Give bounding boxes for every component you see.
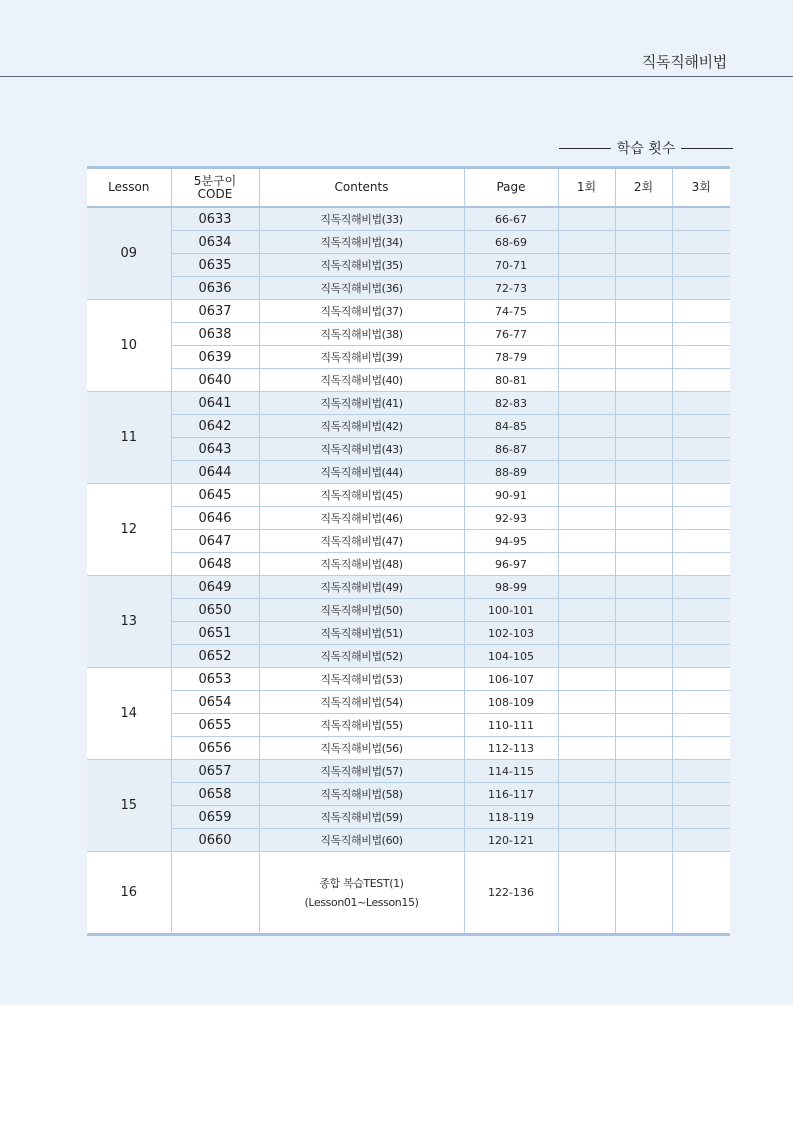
round1-checkbox-cell[interactable] <box>558 277 615 300</box>
code-cell: 0633 <box>171 207 259 231</box>
page-cell: 94-95 <box>464 530 558 553</box>
page-cell: 82-83 <box>464 392 558 415</box>
study-count-title <box>559 139 733 159</box>
contents-cell: 직독직해비법(49) <box>259 576 464 599</box>
contents-cell: 직독직해비법(40) <box>259 369 464 392</box>
round2-checkbox-cell[interactable] <box>615 346 672 369</box>
code-cell: 0640 <box>171 369 259 392</box>
round3-checkbox-cell[interactable] <box>672 369 730 392</box>
round1-checkbox-cell[interactable] <box>558 737 615 760</box>
round3-checkbox-cell[interactable] <box>672 599 730 622</box>
page-cell: 92-93 <box>464 507 558 530</box>
round3-checkbox-cell[interactable] <box>672 806 730 829</box>
page-cell: 68-69 <box>464 231 558 254</box>
contents-cell: 직독직해비법(55) <box>259 714 464 737</box>
code-cell: 0647 <box>171 530 259 553</box>
table-row <box>87 507 730 530</box>
page-cell: 110-111 <box>464 714 558 737</box>
round2-checkbox-cell[interactable] <box>615 207 672 231</box>
round3-checkbox-cell[interactable] <box>672 645 730 668</box>
round1-checkbox-cell[interactable] <box>558 300 615 323</box>
round3-checkbox-cell[interactable] <box>672 461 730 484</box>
code-cell: 0644 <box>171 461 259 484</box>
contents-cell: 직독직해비법(59) <box>259 806 464 829</box>
lesson-number: 09 <box>87 207 171 300</box>
header-round2: 2회 <box>615 168 672 208</box>
round1-checkbox-cell[interactable] <box>558 599 615 622</box>
page-cell: 112-113 <box>464 737 558 760</box>
contents-cell: 직독직해비법(34) <box>259 231 464 254</box>
round2-checkbox-cell[interactable] <box>615 668 672 691</box>
table-row <box>87 737 730 760</box>
lesson-number: 15 <box>87 760 171 852</box>
page-cell: 98-99 <box>464 576 558 599</box>
table-row <box>87 783 730 806</box>
lesson-number: 12 <box>87 484 171 576</box>
code-cell: 0654 <box>171 691 259 714</box>
page-cell: 116-117 <box>464 783 558 806</box>
contents-cell: 직독직해비법(44) <box>259 461 464 484</box>
round2-checkbox-cell[interactable] <box>615 277 672 300</box>
code-cell: 0641 <box>171 392 259 415</box>
contents-cell: 직독직해비법(37) <box>259 300 464 323</box>
review-contents-line2: (Lesson01~Lesson15) <box>304 895 419 909</box>
contents-cell: 직독직해비법(53) <box>259 668 464 691</box>
round3-checkbox-cell[interactable] <box>672 737 730 760</box>
table-row-review <box>87 852 730 935</box>
contents-cell: 직독직해비법(54) <box>259 691 464 714</box>
header-title: 직독직해비법 <box>641 53 727 71</box>
page-cell: 114-115 <box>464 760 558 783</box>
page-cell: 66-67 <box>464 207 558 231</box>
contents-cell: 직독직해비법(36) <box>259 277 464 300</box>
header-round3: 3회 <box>672 168 730 208</box>
page-cell: 96-97 <box>464 553 558 576</box>
round3-checkbox-cell[interactable] <box>672 668 730 691</box>
code-cell: 0639 <box>171 346 259 369</box>
table-body <box>87 207 730 935</box>
contents-cell: 직독직해비법(35) <box>259 254 464 277</box>
round2-checkbox-cell[interactable] <box>615 231 672 254</box>
page-cell: 102-103 <box>464 622 558 645</box>
table-row <box>87 346 730 369</box>
round3-checkbox-cell[interactable] <box>672 254 730 277</box>
round2-checkbox-cell[interactable] <box>615 438 672 461</box>
header-code-line1: 5분구이 <box>193 173 237 188</box>
page-cell: 88-89 <box>464 461 558 484</box>
table-row <box>87 622 730 645</box>
header-page: Page <box>464 168 558 208</box>
review-contents-line1: 종합 복습TEST(1) <box>319 876 404 890</box>
round3-checkbox-cell[interactable] <box>672 207 730 231</box>
table-row <box>87 231 730 254</box>
round2-checkbox-cell[interactable] <box>615 415 672 438</box>
round2-checkbox-cell[interactable] <box>615 783 672 806</box>
round1-checkbox-cell[interactable] <box>558 668 615 691</box>
page-cell: 120-121 <box>464 829 558 852</box>
round1-checkbox-cell[interactable] <box>558 461 615 484</box>
code-cell: 0636 <box>171 277 259 300</box>
title-rule-left <box>559 148 611 149</box>
code-cell: 0652 <box>171 645 259 668</box>
page-cell: 72-73 <box>464 277 558 300</box>
round2-checkbox-cell[interactable] <box>615 254 672 277</box>
code-cell: 0649 <box>171 576 259 599</box>
round3-checkbox-cell[interactable] <box>672 829 730 852</box>
table-row <box>87 461 730 484</box>
table-row <box>87 207 730 231</box>
lesson-number: 16 <box>87 852 171 935</box>
table-row <box>87 392 730 415</box>
header-lesson: Lesson <box>87 168 171 208</box>
round1-checkbox-cell[interactable] <box>558 207 615 231</box>
round2-checkbox-cell[interactable] <box>615 852 672 935</box>
code-cell <box>171 852 259 935</box>
contents-cell: 직독직해비법(38) <box>259 323 464 346</box>
round2-checkbox-cell[interactable] <box>615 622 672 645</box>
round1-checkbox-cell[interactable] <box>558 760 615 783</box>
page-cell: 86-87 <box>464 438 558 461</box>
page-cell: 106-107 <box>464 668 558 691</box>
contents-cell: 직독직해비법(58) <box>259 783 464 806</box>
round2-checkbox-cell[interactable] <box>615 323 672 346</box>
page-cell: 76-77 <box>464 323 558 346</box>
page-cell: 84-85 <box>464 415 558 438</box>
contents-cell: 직독직해비법(45) <box>259 484 464 507</box>
table-row <box>87 553 730 576</box>
contents-cell: 직독직해비법(46) <box>259 507 464 530</box>
round1-checkbox-cell[interactable] <box>558 806 615 829</box>
round2-checkbox-cell[interactable] <box>615 507 672 530</box>
round3-checkbox-cell[interactable] <box>672 507 730 530</box>
table-row <box>87 415 730 438</box>
round1-checkbox-cell[interactable] <box>558 691 615 714</box>
lesson-number: 13 <box>87 576 171 668</box>
round1-checkbox-cell[interactable] <box>558 392 615 415</box>
contents-cell: 직독직해비법(48) <box>259 553 464 576</box>
round3-checkbox-cell[interactable] <box>672 576 730 599</box>
round3-checkbox-cell[interactable] <box>672 530 730 553</box>
round1-checkbox-cell[interactable] <box>558 852 615 935</box>
contents-cell: 직독직해비법(50) <box>259 599 464 622</box>
page-cell: 90-91 <box>464 484 558 507</box>
contents-cell: 직독직해비법(60) <box>259 829 464 852</box>
lesson-number: 11 <box>87 392 171 484</box>
round1-checkbox-cell[interactable] <box>558 783 615 806</box>
round2-checkbox-cell[interactable] <box>615 300 672 323</box>
contents-cell: 직독직해비법(41) <box>259 392 464 415</box>
table-row <box>87 323 730 346</box>
round3-checkbox-cell[interactable] <box>672 415 730 438</box>
page-cell: 78-79 <box>464 346 558 369</box>
round2-checkbox-cell[interactable] <box>615 829 672 852</box>
round2-checkbox-cell[interactable] <box>615 645 672 668</box>
round3-checkbox-cell[interactable] <box>672 553 730 576</box>
header-rule <box>0 76 793 77</box>
code-cell: 0655 <box>171 714 259 737</box>
table-row <box>87 829 730 852</box>
code-cell: 0645 <box>171 484 259 507</box>
contents-cell: 직독직해비법(51) <box>259 622 464 645</box>
code-cell: 0648 <box>171 553 259 576</box>
round3-checkbox-cell[interactable] <box>672 852 730 935</box>
contents-cell: 직독직해비법(57) <box>259 760 464 783</box>
round2-checkbox-cell[interactable] <box>615 691 672 714</box>
round3-checkbox-cell[interactable] <box>672 231 730 254</box>
round2-checkbox-cell[interactable] <box>615 806 672 829</box>
header-code-line2: CODE <box>197 186 233 201</box>
round2-checkbox-cell[interactable] <box>615 484 672 507</box>
code-cell: 0660 <box>171 829 259 852</box>
code-cell: 0638 <box>171 323 259 346</box>
round2-checkbox-cell[interactable] <box>615 553 672 576</box>
round1-checkbox-cell[interactable] <box>558 530 615 553</box>
code-cell: 0651 <box>171 622 259 645</box>
table-row <box>87 599 730 622</box>
round2-checkbox-cell[interactable] <box>615 392 672 415</box>
round2-checkbox-cell[interactable] <box>615 714 672 737</box>
round3-checkbox-cell[interactable] <box>672 300 730 323</box>
round1-checkbox-cell[interactable] <box>558 438 615 461</box>
round2-checkbox-cell[interactable] <box>615 760 672 783</box>
round1-checkbox-cell[interactable] <box>558 645 615 668</box>
round3-checkbox-cell[interactable] <box>672 346 730 369</box>
code-cell: 0634 <box>171 231 259 254</box>
round2-checkbox-cell[interactable] <box>615 599 672 622</box>
code-cell: 0659 <box>171 806 259 829</box>
round3-checkbox-cell[interactable] <box>672 484 730 507</box>
round3-checkbox-cell[interactable] <box>672 714 730 737</box>
table-header-row <box>87 168 730 208</box>
round3-checkbox-cell[interactable] <box>672 691 730 714</box>
page-cell: 74-75 <box>464 300 558 323</box>
round1-checkbox-cell[interactable] <box>558 576 615 599</box>
page-cell: 104-105 <box>464 645 558 668</box>
table-row <box>87 438 730 461</box>
contents-cell: 직독직해비법(39) <box>259 346 464 369</box>
table-row <box>87 530 730 553</box>
code-cell: 0650 <box>171 599 259 622</box>
page-cell: 80-81 <box>464 369 558 392</box>
table-row <box>87 760 730 783</box>
table-row <box>87 484 730 507</box>
round1-checkbox-cell[interactable] <box>558 369 615 392</box>
study-plan-table <box>87 166 730 936</box>
table-row <box>87 668 730 691</box>
page-cell: 100-101 <box>464 599 558 622</box>
page-cell: 108-109 <box>464 691 558 714</box>
code-cell: 0635 <box>171 254 259 277</box>
round3-checkbox-cell[interactable] <box>672 392 730 415</box>
code-cell: 0637 <box>171 300 259 323</box>
table-row <box>87 369 730 392</box>
lesson-number: 14 <box>87 668 171 760</box>
contents-cell: 직독직해비법(52) <box>259 645 464 668</box>
page-cell: 122-136 <box>464 852 558 935</box>
round1-checkbox-cell[interactable] <box>558 507 615 530</box>
round1-checkbox-cell[interactable] <box>558 323 615 346</box>
title-rule-right <box>681 148 733 149</box>
code-cell: 0658 <box>171 783 259 806</box>
lesson-number: 10 <box>87 300 171 392</box>
round1-checkbox-cell[interactable] <box>558 714 615 737</box>
contents-cell: 직독직해비법(33) <box>259 207 464 231</box>
code-cell: 0653 <box>171 668 259 691</box>
contents-cell <box>259 852 464 935</box>
round2-checkbox-cell[interactable] <box>615 461 672 484</box>
table-row <box>87 254 730 277</box>
header-code <box>171 168 259 208</box>
round1-checkbox-cell[interactable] <box>558 553 615 576</box>
page-cell: 118-119 <box>464 806 558 829</box>
header-contents: Contents <box>259 168 464 208</box>
round3-checkbox-cell[interactable] <box>672 277 730 300</box>
code-cell: 0656 <box>171 737 259 760</box>
round1-checkbox-cell[interactable] <box>558 231 615 254</box>
table-row <box>87 806 730 829</box>
round1-checkbox-cell[interactable] <box>558 346 615 369</box>
round3-checkbox-cell[interactable] <box>672 438 730 461</box>
round3-checkbox-cell[interactable] <box>672 622 730 645</box>
table-row <box>87 277 730 300</box>
round2-checkbox-cell[interactable] <box>615 576 672 599</box>
code-cell: 0642 <box>171 415 259 438</box>
contents-cell: 직독직해비법(56) <box>259 737 464 760</box>
table-row <box>87 645 730 668</box>
study-count-label: 학습 횟수 <box>616 141 676 157</box>
round1-checkbox-cell[interactable] <box>558 829 615 852</box>
round3-checkbox-cell[interactable] <box>672 323 730 346</box>
round3-checkbox-cell[interactable] <box>672 783 730 806</box>
code-cell: 0646 <box>171 507 259 530</box>
table-row <box>87 714 730 737</box>
round1-checkbox-cell[interactable] <box>558 484 615 507</box>
header-round1: 1회 <box>558 168 615 208</box>
round2-checkbox-cell[interactable] <box>615 737 672 760</box>
table-row <box>87 691 730 714</box>
round2-checkbox-cell[interactable] <box>615 369 672 392</box>
contents-cell: 직독직해비법(47) <box>259 530 464 553</box>
page-cell: 70-71 <box>464 254 558 277</box>
table-row <box>87 300 730 323</box>
round3-checkbox-cell[interactable] <box>672 760 730 783</box>
code-cell: 0643 <box>171 438 259 461</box>
table-row <box>87 576 730 599</box>
code-cell: 0657 <box>171 760 259 783</box>
round2-checkbox-cell[interactable] <box>615 530 672 553</box>
round1-checkbox-cell[interactable] <box>558 254 615 277</box>
round1-checkbox-cell[interactable] <box>558 622 615 645</box>
contents-cell: 직독직해비법(42) <box>259 415 464 438</box>
contents-cell: 직독직해비법(43) <box>259 438 464 461</box>
round1-checkbox-cell[interactable] <box>558 415 615 438</box>
